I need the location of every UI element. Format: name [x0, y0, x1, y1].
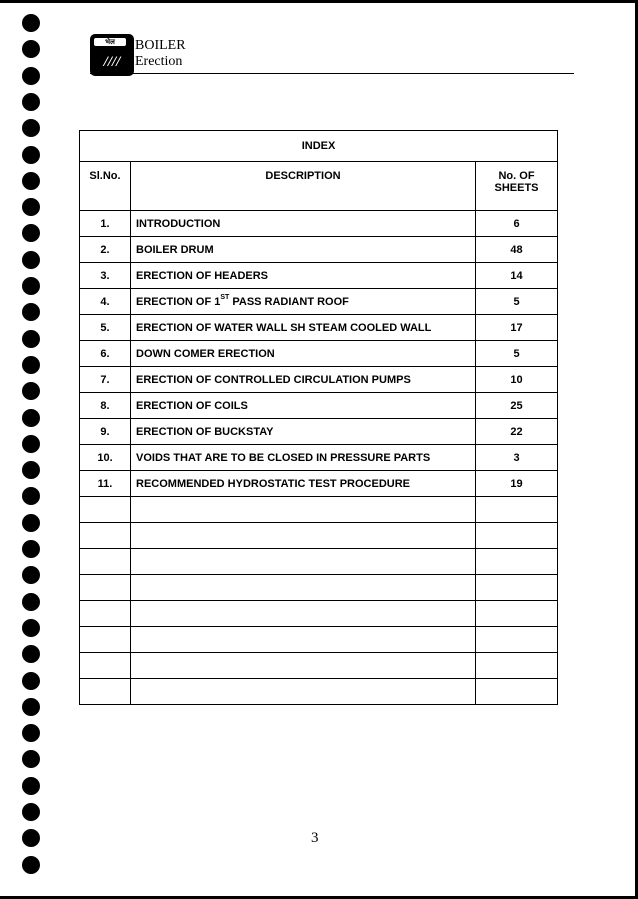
row-number: 3.	[80, 263, 131, 289]
logo-top-band	[94, 38, 126, 46]
binder-hole	[22, 593, 40, 611]
header-subtitle: Erection	[135, 54, 183, 69]
binder-hole	[22, 251, 40, 269]
row-description: RECOMMENDED HYDROSTATIC TEST PROCEDURE	[131, 471, 476, 497]
empty-table-row	[80, 549, 558, 575]
binder-hole	[22, 198, 40, 216]
empty-cell	[80, 497, 131, 523]
empty-cell	[476, 601, 558, 627]
binder-hole	[22, 803, 40, 821]
table-row	[80, 211, 558, 237]
binder-hole	[22, 540, 40, 558]
row-description-superscript: ST	[220, 293, 230, 301]
row-number: 7.	[80, 367, 131, 393]
row-description: VOIDS THAT ARE TO BE CLOSED IN PRESSURE PARTS	[131, 445, 476, 471]
empty-cell	[80, 601, 131, 627]
empty-cell	[131, 575, 476, 601]
empty-cell	[131, 549, 476, 575]
row-description: ERECTION OF COILS	[131, 393, 476, 419]
empty-cell	[131, 679, 476, 705]
row-sheets: 25	[476, 393, 558, 419]
binder-hole	[22, 645, 40, 663]
column-header-sheets	[476, 162, 558, 211]
row-number: 2.	[80, 237, 131, 263]
row-number: 5.	[80, 315, 131, 341]
binder-hole	[22, 93, 40, 111]
row-description: ERECTION OF WATER WALL SH STEAM COOLED WALL	[131, 315, 476, 341]
index-title-row	[80, 131, 558, 162]
binder-hole	[22, 487, 40, 505]
binder-hole	[22, 303, 40, 321]
row-sheets: 5	[476, 341, 558, 367]
row-sheets: 17	[476, 315, 558, 341]
binder-hole	[22, 672, 40, 690]
empty-table-row	[80, 653, 558, 679]
row-sheets: 5	[476, 289, 558, 315]
table-header-row	[80, 162, 558, 211]
table-row	[80, 341, 558, 367]
row-description: BOILER DRUM	[131, 237, 476, 263]
row-description-text: PASS RADIANT ROOF	[229, 295, 349, 308]
index-title: INDEX	[80, 131, 558, 162]
binder-hole	[22, 330, 40, 348]
column-header-slno: Sl.No.	[80, 162, 131, 211]
table-row	[80, 367, 558, 393]
row-sheets: 10	[476, 367, 558, 393]
row-description: ERECTION OF CONTROLLED CIRCULATION PUMPS	[131, 367, 476, 393]
row-number: 8.	[80, 393, 131, 419]
empty-table-row	[80, 497, 558, 523]
column-header-description: DESCRIPTION	[131, 162, 476, 211]
binder-hole	[22, 224, 40, 242]
binder-hole	[22, 698, 40, 716]
row-description-text: ERECTION OF 1	[136, 295, 221, 308]
row-number: 11.	[80, 471, 131, 497]
binder-hole	[22, 356, 40, 374]
empty-cell	[131, 601, 476, 627]
binder-hole	[22, 856, 40, 874]
row-sheets: 14	[476, 263, 558, 289]
empty-cell	[476, 627, 558, 653]
empty-cell	[131, 627, 476, 653]
binder-hole	[22, 461, 40, 479]
binder-hole	[22, 14, 40, 32]
binder-hole	[22, 119, 40, 137]
index-rows	[80, 211, 558, 705]
table-row	[80, 471, 558, 497]
empty-cell	[131, 523, 476, 549]
empty-cell	[476, 523, 558, 549]
binder-hole	[22, 435, 40, 453]
document-header	[135, 38, 186, 70]
empty-cell	[476, 549, 558, 575]
binder-hole	[22, 777, 40, 795]
empty-table-row	[80, 575, 558, 601]
table-row	[80, 237, 558, 263]
row-description: ERECTION OF BUCKSTAY	[131, 419, 476, 445]
binder-hole	[22, 40, 40, 58]
empty-table-row	[80, 627, 558, 653]
empty-table-row	[80, 679, 558, 705]
table-row	[80, 393, 558, 419]
empty-table-row	[80, 601, 558, 627]
table-row	[80, 315, 558, 341]
empty-cell	[131, 653, 476, 679]
table-row	[80, 289, 558, 315]
bhel-logo	[90, 34, 134, 76]
empty-cell	[131, 497, 476, 523]
row-sheets: 22	[476, 419, 558, 445]
binder-hole	[22, 172, 40, 190]
row-description: INTRODUCTION	[131, 211, 476, 237]
row-description: ERECTION OF HEADERS	[131, 263, 476, 289]
table-row	[80, 445, 558, 471]
binder-hole	[22, 829, 40, 847]
row-sheets: 19	[476, 471, 558, 497]
row-sheets: 6	[476, 211, 558, 237]
empty-cell	[80, 679, 131, 705]
empty-cell	[476, 575, 558, 601]
row-number: 9.	[80, 419, 131, 445]
binder-hole	[22, 619, 40, 637]
binder-hole	[22, 146, 40, 164]
binder-hole	[22, 277, 40, 295]
empty-cell	[476, 679, 558, 705]
row-number: 1.	[80, 211, 131, 237]
column-header-sheets-text: No. OF SHEETS	[494, 170, 539, 194]
binder-hole	[22, 514, 40, 532]
empty-cell	[476, 653, 558, 679]
row-number: 4.	[80, 289, 131, 315]
empty-cell	[80, 575, 131, 601]
page-number: 3	[311, 830, 319, 846]
header-title: BOILER	[135, 38, 186, 53]
empty-cell	[80, 627, 131, 653]
binder-hole	[22, 566, 40, 584]
row-number: 10.	[80, 445, 131, 471]
empty-cell	[476, 497, 558, 523]
binder-hole	[22, 724, 40, 742]
empty-cell	[80, 549, 131, 575]
binder-holes	[22, 6, 42, 890]
row-sheets: 48	[476, 237, 558, 263]
index-table	[79, 130, 558, 705]
row-description	[131, 289, 476, 315]
row-number: 6.	[80, 341, 131, 367]
binder-hole	[22, 382, 40, 400]
row-sheets: 3	[476, 445, 558, 471]
binder-hole	[22, 67, 40, 85]
logo-lettering: भेल	[105, 38, 115, 46]
binder-hole	[22, 409, 40, 427]
table-row	[80, 263, 558, 289]
empty-cell	[80, 653, 131, 679]
header-rule	[90, 73, 574, 74]
logo-mark: ////	[103, 54, 121, 70]
empty-cell	[80, 523, 131, 549]
table-row	[80, 419, 558, 445]
row-description: DOWN COMER ERECTION	[131, 341, 476, 367]
binder-hole	[22, 750, 40, 768]
empty-table-row	[80, 523, 558, 549]
